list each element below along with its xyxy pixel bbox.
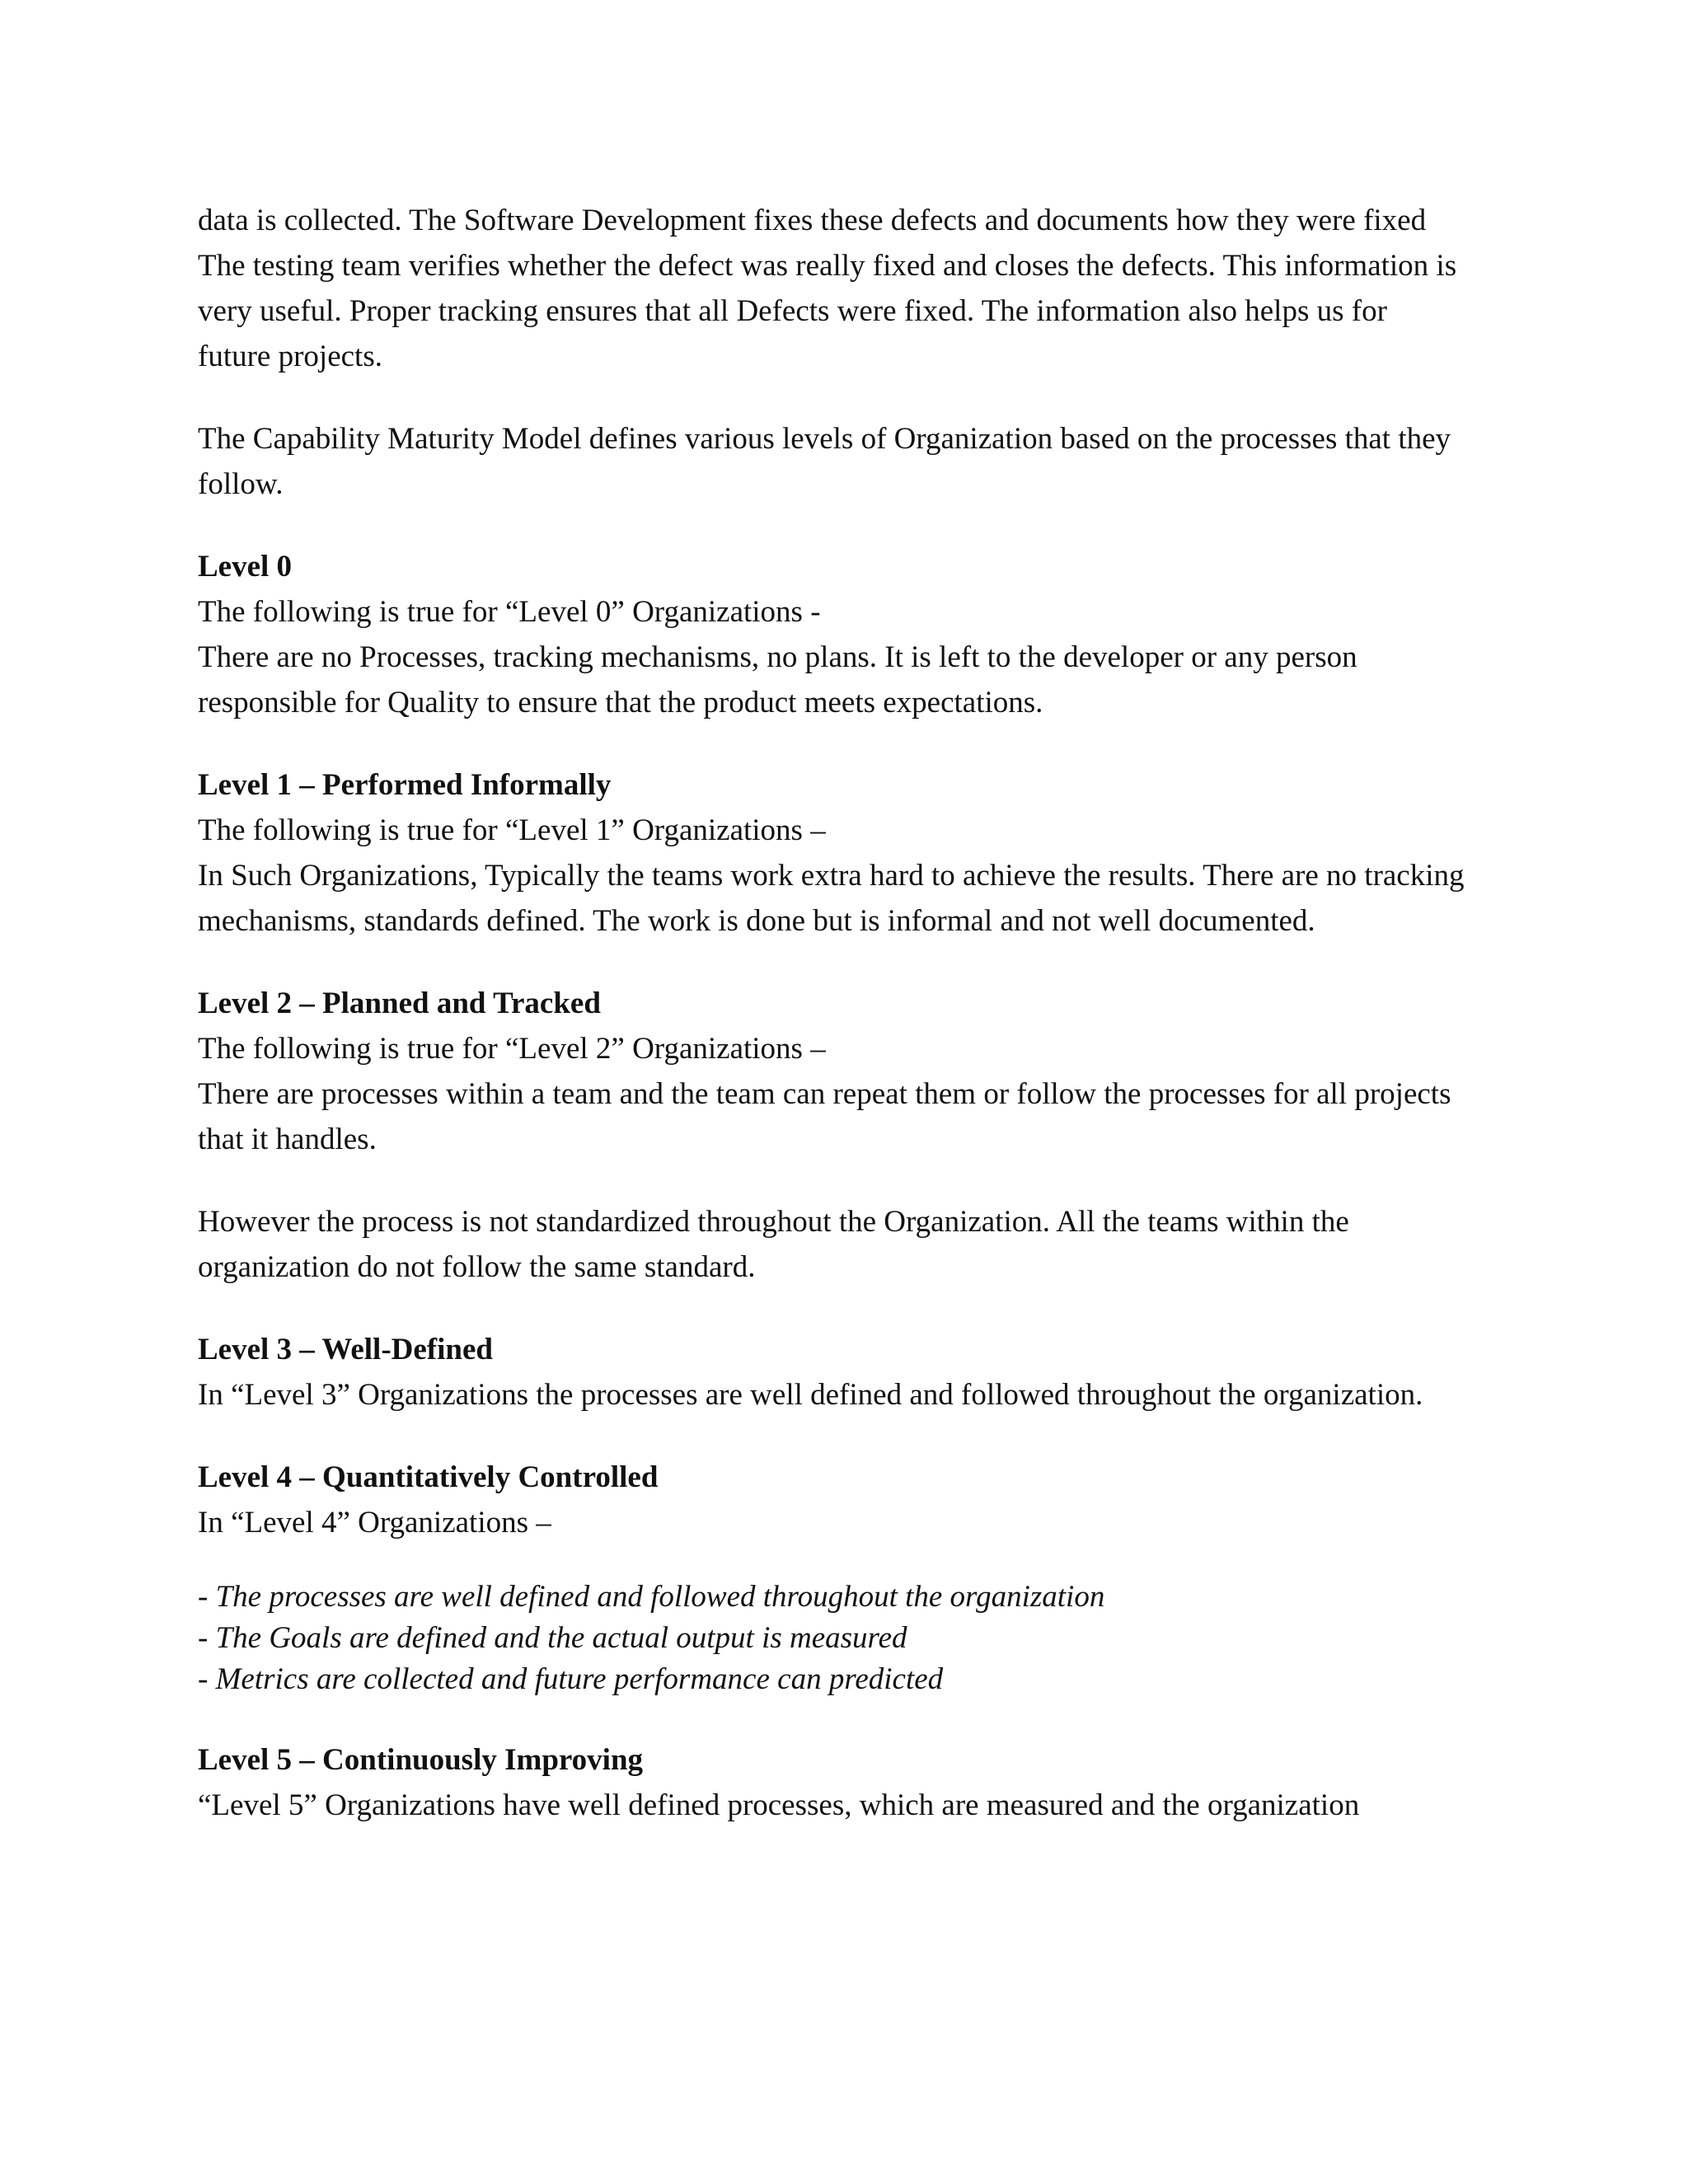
section-body: In “Level 3” Organizations the processes are well defined and followed throughout the organization. bbox=[198, 1378, 1423, 1412]
italic-item-list bbox=[198, 1577, 1467, 1700]
list-item: - The processes are well defined and followed throughout the organization bbox=[198, 1580, 1105, 1614]
section-lead: The following is true for “Level 2” Organizations – bbox=[198, 1032, 826, 1066]
section-level-3 bbox=[198, 1327, 1467, 1418]
section-lead: The following is true for “Level 0” Organizations - bbox=[198, 595, 821, 629]
section-level-0 bbox=[198, 544, 1467, 725]
paragraph-text: The Capability Maturity Model defines various levels of Organization based on the processes that they follow. bbox=[198, 422, 1451, 501]
document-page bbox=[198, 198, 1467, 1865]
section-body-extra: However the process is not standardized throughout the Organization. All the teams within the organization do not follow the same standard. bbox=[198, 1205, 1349, 1284]
section-heading: Level 2 – Planned and Tracked bbox=[198, 987, 601, 1020]
section-body: There are no Processes, tracking mechanisms, no plans. It is left to the developer or any person responsible for Quality to ensure that the product meets expectations. bbox=[198, 640, 1357, 719]
section-level-5 bbox=[198, 1737, 1467, 1828]
section-level-2-extra bbox=[198, 1199, 1467, 1290]
section-lead: The following is true for “Level 1” Organizations – bbox=[198, 813, 826, 847]
section-level-1 bbox=[198, 762, 1467, 944]
section-heading: Level 5 – Continuously Improving bbox=[198, 1743, 644, 1777]
list-item: - The Goals are defined and the actual output is measured bbox=[198, 1621, 907, 1655]
paragraph-text: data is collected. The Software Development fixes these defects and documents how they were fixed The testing team verifies whether the defect was really fixed and closes the defects. This information is very useful. Proper tracking ensures that all Defects were fixed. The information also helps us for future projects. bbox=[198, 204, 1457, 373]
section-heading: Level 1 – Performed Informally bbox=[198, 768, 612, 802]
intro-paragraph-cmm bbox=[198, 416, 1467, 507]
section-level-2 bbox=[198, 981, 1467, 1162]
section-body: “Level 5” Organizations have well defined processes, which are measured and the organization bbox=[198, 1788, 1360, 1822]
section-body: There are processes within a team and the team can repeat them or follow the processes for all projects that it handles. bbox=[198, 1077, 1451, 1156]
section-heading: Level 3 – Well-Defined bbox=[198, 1333, 493, 1366]
section-lead: In “Level 4” Organizations – bbox=[198, 1506, 551, 1540]
section-heading: Level 4 – Quantitatively Controlled bbox=[198, 1460, 659, 1494]
section-level-4 bbox=[198, 1455, 1467, 1700]
intro-paragraph-defects bbox=[198, 198, 1467, 379]
section-body: In Such Organizations, Typically the teams work extra hard to achieve the results. There are no tracking mechanisms, standards defined. The work is done but is informal and not well documented. bbox=[198, 859, 1465, 938]
list-item: - Metrics are collected and future performance can predicted bbox=[198, 1662, 944, 1696]
section-heading: Level 0 bbox=[198, 550, 293, 583]
